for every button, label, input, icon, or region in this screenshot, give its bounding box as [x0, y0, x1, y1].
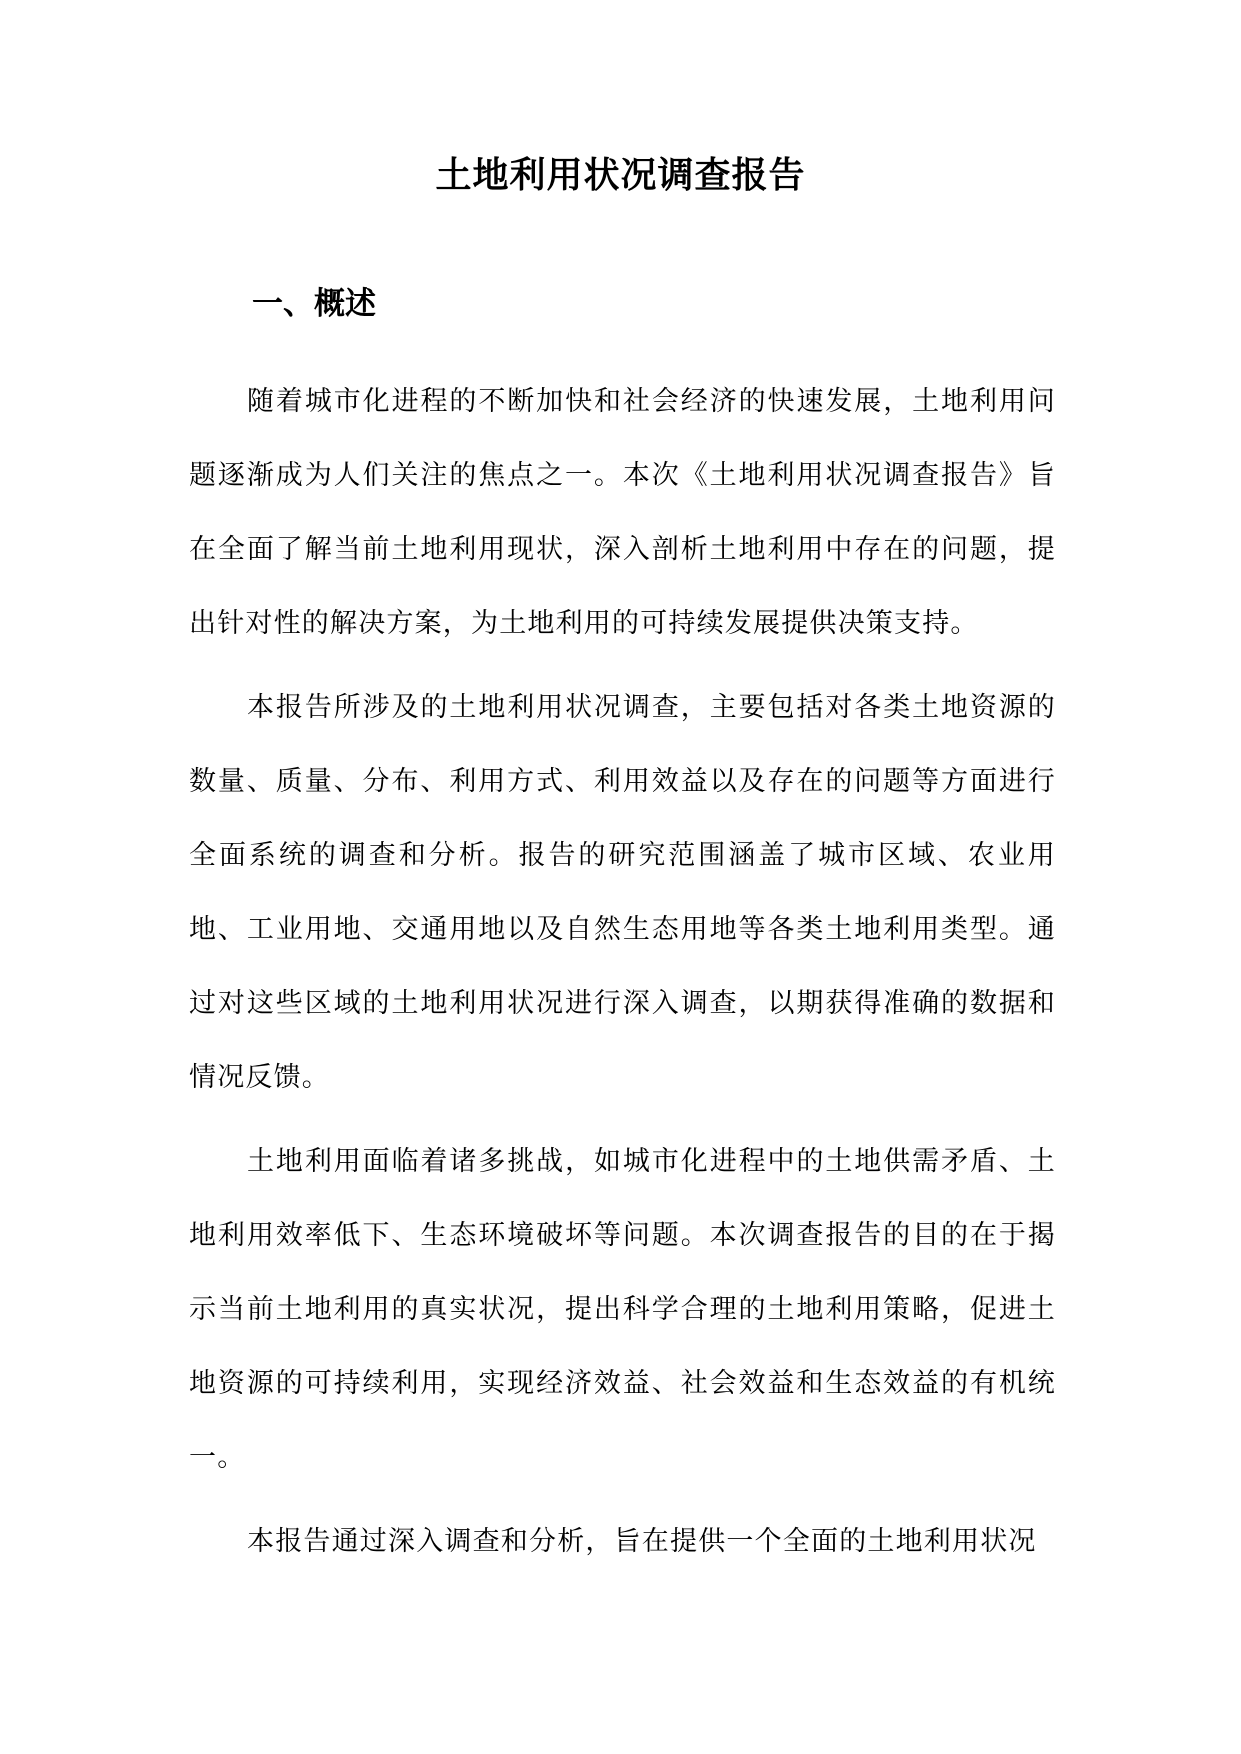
paragraph: 土地利用面临着诸多挑战，如城市化进程中的土地供需矛盾、土地利用效率低下、生态环境破坏等问题。本次调查报告的目的在于揭示当前土地利用的真实状况，提出科学合理的土地利用策略，促进土地资源的可持续利用，实现经济效益、社会效益和生态效益的有机统一。	[189, 1146, 1056, 1473]
paragraph: 随着城市化进程的不断加快和社会经济的快速发展，土地利用问题逐渐成为人们关注的焦点之一。本次《土地利用状况调查报告》旨在全面了解当前土地利用现状，深入剖析土地利用中存在的问题，提出针对性的解决方案，为土地利用的可持续发展提供决策支持。	[189, 386, 1056, 639]
section-heading-overview: 一、概述	[252, 286, 376, 322]
document-title: 土地利用状况调查报告	[435, 154, 806, 196]
paragraph: 本报告所涉及的土地利用状况调查，主要包括对各类土地资源的数量、质量、分布、利用方式、利用效益以及存在的问题等方面进行全面系统的调查和分析。报告的研究范围涵盖了城市区域、农业用地、工业用地、交通用地以及自然生态用地等各类土地利用类型。通过对这些区域的土地利用状况进行深入调查，以期获得准确的数据和情况反馈。	[189, 692, 1056, 1093]
paragraph: 本报告通过深入调查和分析，旨在提供一个全面的土地利用状况	[247, 1526, 1037, 1557]
section-body	[189, 365, 1056, 1589]
